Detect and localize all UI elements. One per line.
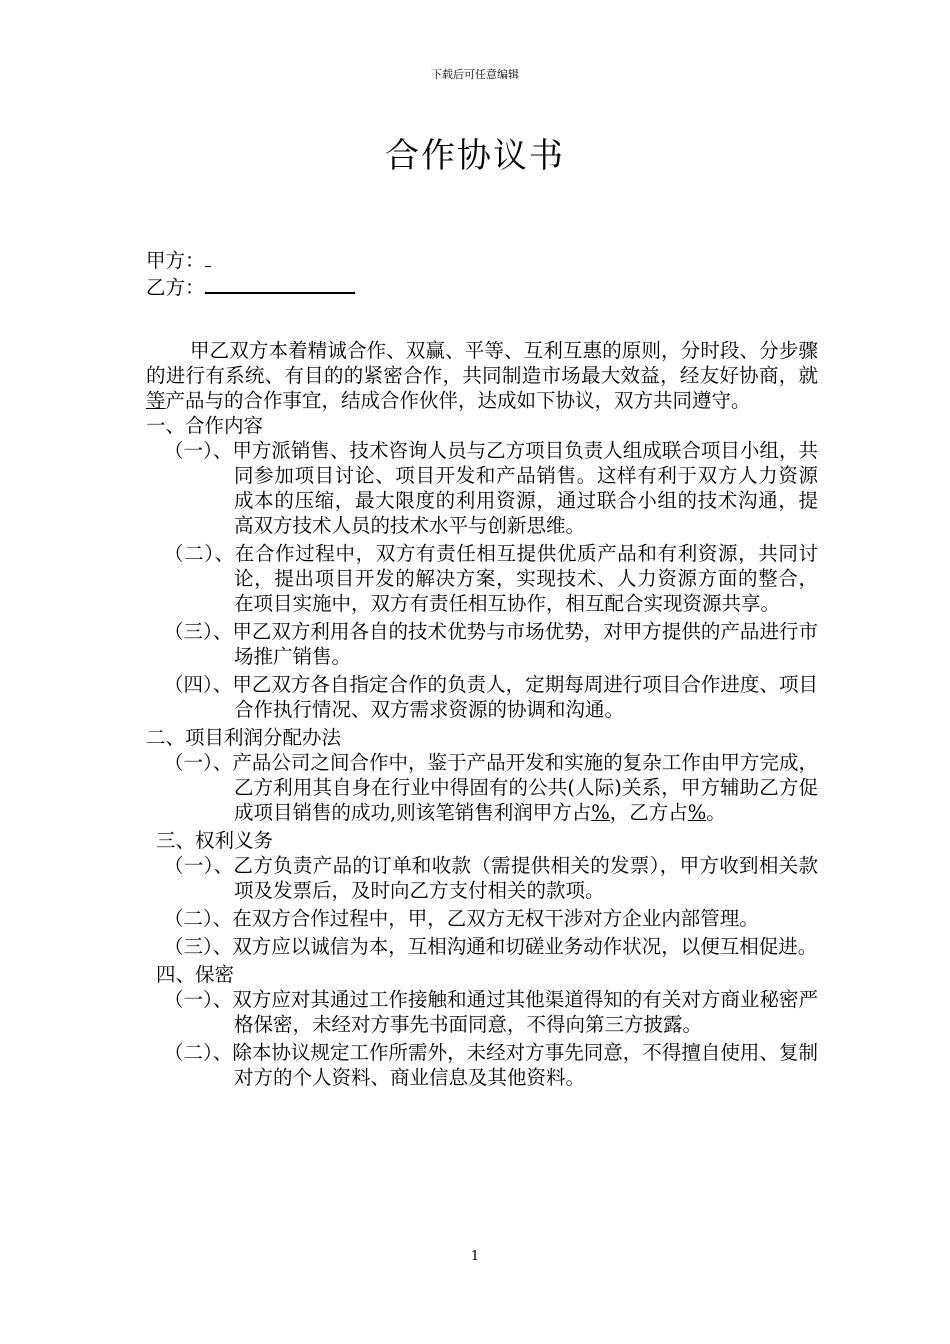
section-heading-4: 四、保密 — [156, 963, 235, 986]
party-a-percent[interactable]: % — [591, 801, 610, 824]
party-b-percent[interactable]: % — [687, 801, 707, 824]
party-b-line — [146, 273, 818, 300]
section-1-item-1: （一）、甲方派销售、技术咨询人员与乙方项目负责人组成联合项目小组，共同参加项目讨论、项目开发和产品销售。这样有利于双方人力资源成本的压缩，最大限度的利用资源，通过联合小组的技术沟通，提高双方技术人员的技术水平与创新思维。 — [164, 439, 818, 537]
party-a-blank[interactable] — [205, 249, 211, 267]
party-a-label: 甲方： — [146, 249, 205, 272]
section-heading-2: 二、项目利润分配办法 — [146, 726, 342, 749]
document-body — [146, 248, 818, 1093]
intro-underlined: 等 — [146, 389, 166, 412]
section-4-item-2: （二）、除本协议规定工作所需外，未经对方事先同意，不得擅自使用、复制对方的个人资料、商业信息及其他资料。 — [164, 1041, 818, 1089]
party-a-line — [146, 248, 818, 273]
section-1-item-3: （三）、甲乙双方利用各自的技术优势与市场优势，对甲方提供的产品进行市场推广销售。 — [164, 620, 818, 668]
page-number: 1 — [470, 1249, 480, 1264]
intro-text-2: 产品与的合作事宜，结成合作伙伴，达成如下协议，双方共同遵守。 — [165, 389, 751, 412]
party-b-label: 乙方： — [146, 276, 205, 299]
section-3-item-3: （三）、双方应以诚信为本，互相沟通和切磋业务动作状况，以便互相促进。 — [164, 935, 818, 958]
header-note: 下载后可任意编辑 — [431, 68, 519, 81]
document-title: 合作协议书 — [385, 136, 565, 176]
section-3-item-2: （二）、在双方合作过程中，甲，乙双方无权干涉对方企业内部管理。 — [164, 907, 759, 930]
party-b-blank[interactable] — [205, 273, 355, 294]
section-1-item-2: （二）、在合作过程中，双方有责任相互提供优质产品和有利资源，共同讨论，提出项目开发的解决方案，实现技术、人力资源方面的整合，在项目实施中，双方有责任相互协作，相互配合实现资源共享。 — [164, 542, 818, 615]
section-2-item-1 — [146, 750, 818, 825]
section-heading-1: 一、合作内容 — [146, 414, 264, 437]
section-1-item-4: （四）、甲乙双方各自指定合作的负责人，定期每周进行项目合作进度、项目合作执行情况、双方需求资源的协调和沟通。 — [164, 673, 818, 721]
section-heading-3: 三、权利义务 — [156, 829, 274, 852]
intro-paragraph — [146, 338, 818, 413]
section-3-item-1: （一）、乙方负责产品的订单和收款（需提供相关的发票），甲方收到相关款项及发票后，及时向乙方支付相关的款项。 — [164, 854, 818, 902]
profit-middle: ，乙方占 — [609, 801, 688, 824]
section-4-item-1: （一）、双方应对其通过工作接触和通过其他渠道得知的有关对方商业秘密严格保密，未经对方事先书面同意，不得向第三方披露。 — [164, 988, 818, 1036]
profit-end: 。 — [706, 801, 726, 824]
profit-text: （一）、产品公司之间合作中，鉴于产品开发和实施的复杂工作由甲方完成，乙方利用其自身在行业中得固有的公共(人际)关系，甲方辅助乙方促成项目销售的成功,则该笔销售利润甲方占 — [164, 751, 818, 824]
intro-text-1: 甲乙双方本着精诚合作、双赢、平等、互利互惠的原则，分时段、分步骤的进行有系统、有目的的紧密合作，共同制造市场最大效益，经友好协商，就 — [146, 339, 818, 387]
